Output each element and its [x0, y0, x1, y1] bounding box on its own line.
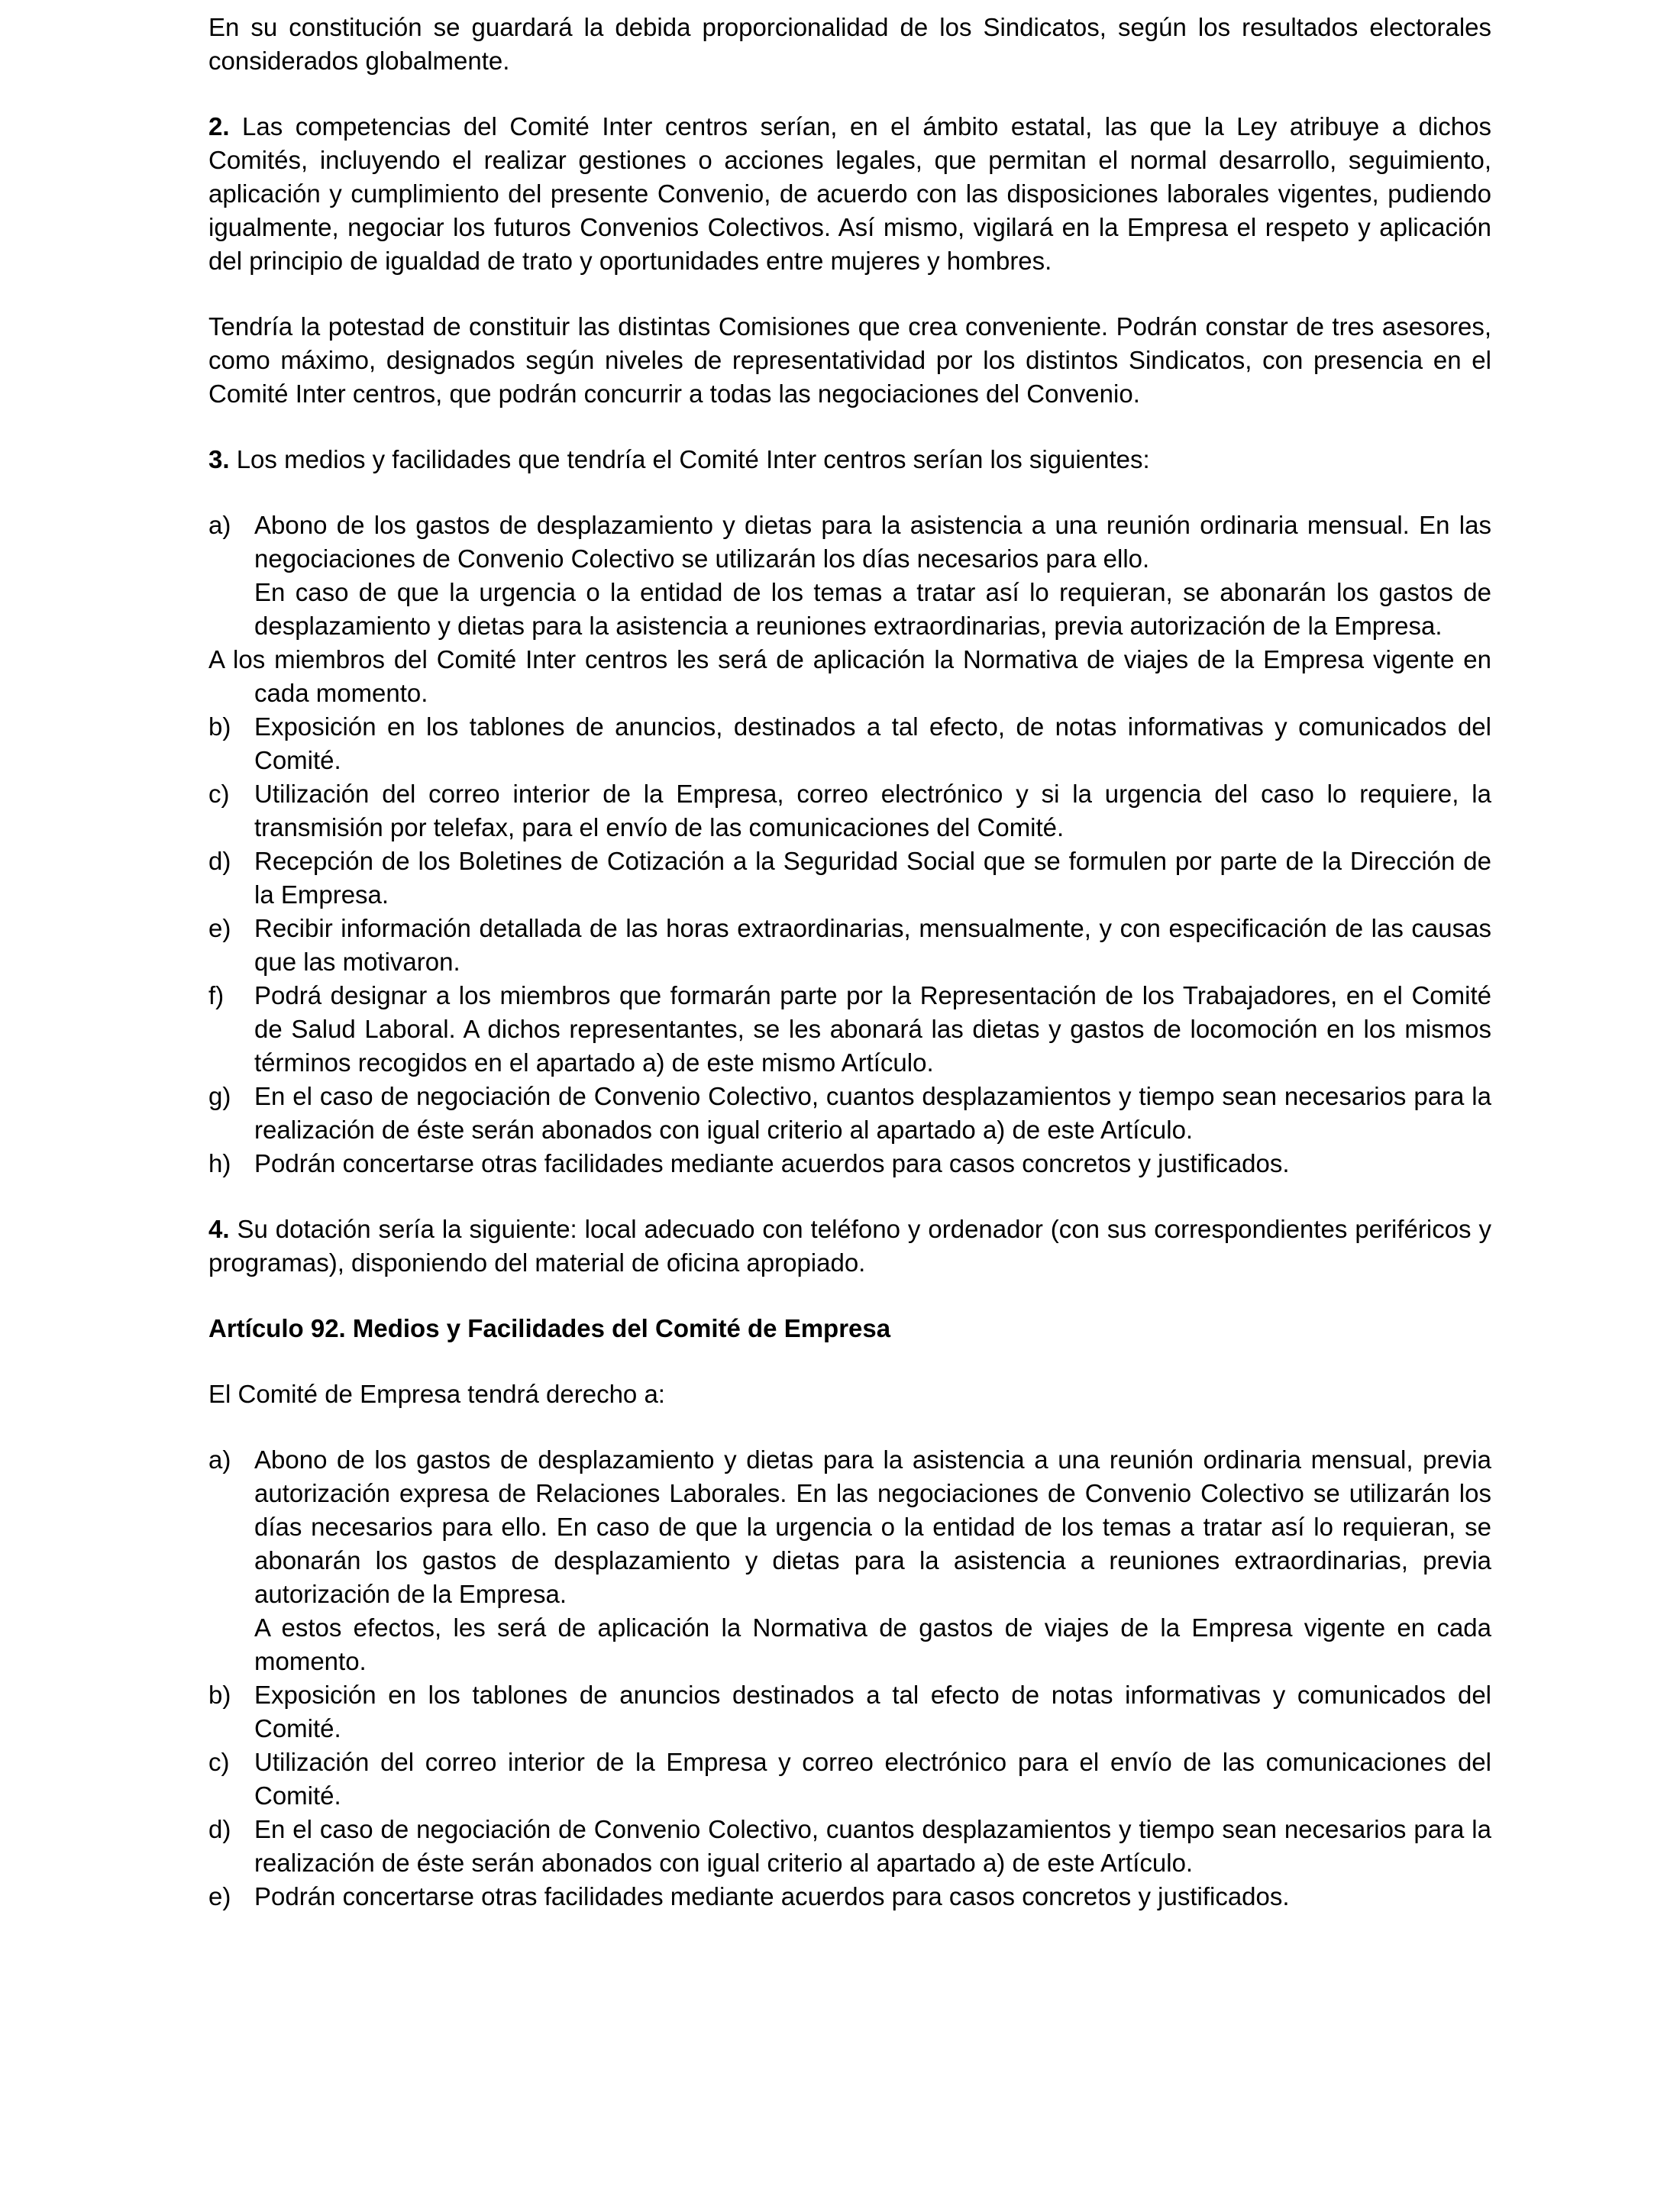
list-item-text: A los miembros del Comité Inter centros les será de aplicación la Normativa de viajes de la Empresa vigente en cada momento.: [208, 645, 1491, 707]
list-item: [208, 1813, 1491, 1880]
list-item-text: Podrán concertarse otras facilidades mediante acuerdos para casos concretos y justificados.: [254, 1149, 1290, 1177]
list-item: [208, 1443, 1491, 1678]
list-item: [208, 1746, 1491, 1813]
list-item-label: f): [208, 981, 225, 1009]
list-item-label: d): [208, 1815, 231, 1843]
list-item-label: g): [208, 1082, 231, 1110]
list-item-label: e): [208, 914, 231, 942]
list-item: [208, 912, 1491, 979]
list-item-text: Abono de los gastos de desplazamiento y dietas para la asistencia a una reunión ordinaria mensual, previa autorización expresa de Relaciones Laborales. En las negociaciones de Convenio Colectivo se utilizarán los días necesarios para ello. En caso de que la urgencia o la entidad de los temas a tratar así lo requieran, se abonarán los gastos de desplazamiento y dietas para la asistencia a reuniones extraordinarias, previa autorización de la Empresa.: [254, 1445, 1491, 1608]
list-item: [208, 1147, 1491, 1180]
list-item-label: c): [208, 1748, 230, 1776]
list-item: [208, 1678, 1491, 1746]
list-item-label: c): [208, 780, 230, 808]
list-block: [208, 509, 1491, 1180]
list-item-label: d): [208, 847, 231, 875]
text-run: Su dotación sería la siguiente: local adecuado con teléfono y ordenador (con sus correspondientes periféricos y programas), disponiendo del material de oficina apropiado.: [208, 1215, 1491, 1277]
list-item-text: Exposición en los tablones de anuncios, destinados a tal efecto, de notas informativas y comunicados del Comité.: [254, 712, 1491, 774]
bold-text-run: 4.: [208, 1215, 230, 1243]
list-item: [208, 509, 1491, 643]
text-run: Tendría la potestad de constituir las distintas Comisiones que crea conveniente. Podrán constar de tres asesores, como máximo, designados según niveles de representatividad por los distintos Sindicatos, con presencia en el Comité Inter centros, que podrán concurrir a todas las negociaciones del Convenio.: [208, 312, 1491, 408]
list-item-text: Exposición en los tablones de anuncios destinados a tal efecto de notas informativas y comunicados del Comité.: [254, 1681, 1491, 1742]
text-run: El Comité de Empresa tendrá derecho a:: [208, 1380, 665, 1408]
list-item-label: a): [208, 1445, 231, 1474]
list-item-text: Utilización del correo interior de la Empresa, correo electrónico y si la urgencia del caso lo requiere, la transmisión por telefax, para el envío de las comunicaciones del Comité.: [254, 780, 1491, 841]
list-continuation-paragraph: [208, 643, 1491, 710]
list-item: [208, 1880, 1491, 1914]
list-item-text: En caso de que la urgencia o la entidad de los temas a tratar así lo requieran, se abonarán los gastos de desplazamiento y dietas para la asistencia a reuniones extraordinarias, previa autorización de la Empresa.: [254, 578, 1491, 640]
article-heading: [208, 1312, 1491, 1345]
paragraph: [208, 11, 1491, 78]
list-item-text: A estos efectos, les será de aplicación la Normativa de gastos de viajes de la Empresa vigente en cada momento.: [254, 1613, 1491, 1675]
list-item-label: a): [208, 511, 231, 539]
text-run: Las competencias del Comité Inter centros serían, en el ámbito estatal, las que la Ley atribuye a dichos Comités, incluyendo el realizar gestiones o acciones legales, que permitan el normal desarrollo, seguimiento, aplicación y cumplimiento del presente Convenio, de acuerdo con las disposiciones laborales vigentes, pudiendo igualmente, negociar los futuros Convenios Colectivos. Así mismo, vigilará en la Empresa el respeto y aplicación del principio de igualdad de trato y oportunidades entre mujeres y hombres.: [208, 112, 1491, 275]
paragraph: [208, 1213, 1491, 1280]
bold-text-run: Artículo 92. Medios y Facilidades del Comité de Empresa: [208, 1314, 891, 1342]
list-item-label: b): [208, 712, 231, 741]
text-run: Los medios y facilidades que tendría el Comité Inter centros serían los siguientes:: [229, 445, 1150, 473]
paragraph: [208, 443, 1491, 476]
paragraph: [208, 310, 1491, 411]
list-item-text: Podrá designar a los miembros que formarán parte por la Representación de los Trabajadores, en el Comité de Salud Laboral. A dichos representantes, se les abonará las dietas y gastos de locomoción en los mismos términos recogidos en el apartado a) de este mismo Artículo.: [254, 981, 1491, 1077]
list-item: [208, 979, 1491, 1080]
list-item-text: En el caso de negociación de Convenio Colectivo, cuantos desplazamientos y tiempo sean necesarios para la realización de éste serán abonados con igual criterio al apartado a) de este Artículo.: [254, 1082, 1491, 1144]
list-item-label: e): [208, 1882, 231, 1910]
list-item-label: b): [208, 1681, 231, 1709]
list-item-text: En el caso de negociación de Convenio Colectivo, cuantos desplazamientos y tiempo sean necesarios para la realización de éste serán abonados con igual criterio al apartado a) de este Artículo.: [254, 1815, 1491, 1877]
list-item: [208, 777, 1491, 845]
paragraph: [208, 1377, 1491, 1411]
list-item-text: Podrán concertarse otras facilidades mediante acuerdos para casos concretos y justificados.: [254, 1882, 1290, 1910]
list-item-text: Utilización del correo interior de la Empresa y correo electrónico para el envío de las comunicaciones del Comité.: [254, 1748, 1491, 1810]
list-item-label: h): [208, 1149, 231, 1177]
bold-text-run: 3.: [208, 445, 230, 473]
list-block: [208, 1443, 1491, 1914]
paragraph: [208, 110, 1491, 278]
list-item: [208, 710, 1491, 777]
text-run: En su constitución se guardará la debida proporcionalidad de los Sindicatos, según los resultados electorales considerados globalmente.: [208, 13, 1491, 75]
list-item: [208, 1080, 1491, 1147]
list-item-text: Abono de los gastos de desplazamiento y dietas para la asistencia a una reunión ordinaria mensual. En las negociaciones de Convenio Colectivo se utilizarán los días necesarios para ello.: [254, 511, 1491, 573]
list-item-text: Recepción de los Boletines de Cotización a la Seguridad Social que se formulen por parte de la Dirección de la Empresa.: [254, 847, 1491, 909]
list-item-text: Recibir información detallada de las horas extraordinarias, mensualmente, y con especificación de las causas que las motivaron.: [254, 914, 1491, 976]
list-item: [208, 845, 1491, 912]
bold-text-run: 2.: [208, 112, 230, 140]
